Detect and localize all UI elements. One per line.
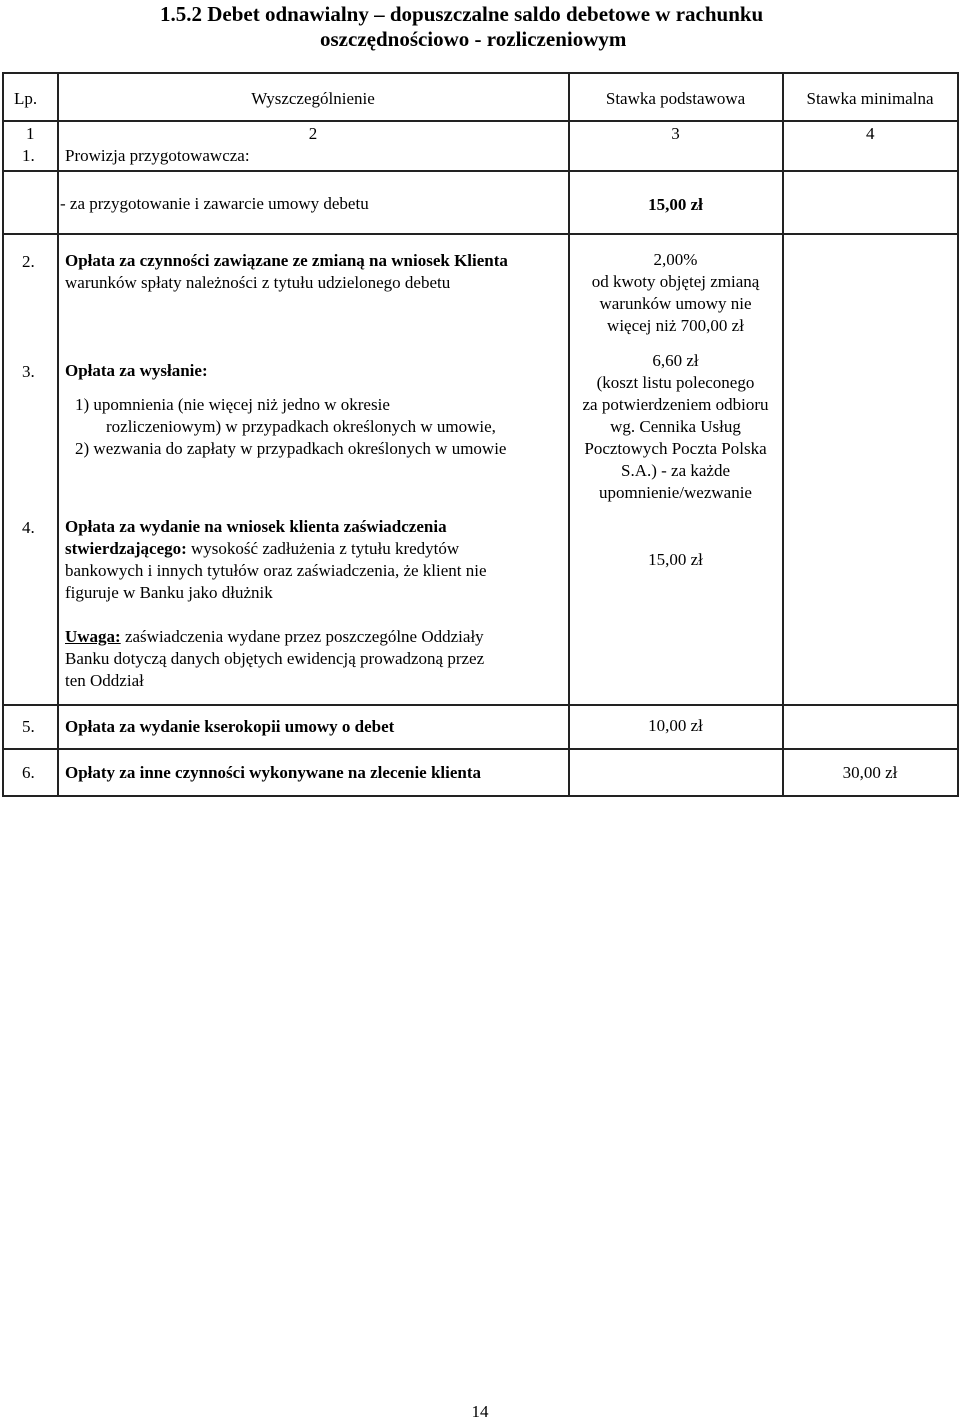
row-5-title: Opłata za wydanie kserokopii umowy o debet: [65, 717, 395, 736]
row-4-note-line-3: ten Oddział: [65, 671, 144, 690]
row-4-title-line-1: Opłata za wydanie na wniosek klienta zaświadczenia: [65, 517, 447, 536]
row-1-base-rate: 15,00 zł: [648, 195, 703, 214]
row-4-note-line-2: Banku dotyczą danych objętych ewidencją prowadzoną przez: [65, 649, 485, 668]
row-4-title-bold: stwierdzającego:: [65, 539, 187, 558]
row-4-note-label: Uwaga:: [65, 627, 121, 646]
row-2-rate-line-3: warunków umowy nie: [599, 294, 752, 313]
row-3-rate-line-5: Pocztowych Poczta Polska: [584, 439, 767, 458]
header-min-rate: Stawka minimalna: [806, 89, 934, 108]
header-description: Wyszczególnienie: [251, 89, 375, 108]
row-1-title: Prowizja przygotowawcza:: [65, 146, 250, 165]
row-3-rate-line-7: upomnienie/wezwanie: [599, 483, 752, 502]
col-number-4: 4: [866, 124, 875, 143]
row-4-title-rest: wysokość zadłużenia z tytułu kredytów: [186, 539, 460, 558]
row-3-item-1-line-2: rozliczeniowym) w przypadkach określonych w umowie,: [106, 417, 496, 436]
header-lp: Lp.: [14, 89, 38, 108]
fee-table: [0, 72, 960, 797]
row-4-base-rate: 15,00 zł: [648, 550, 703, 569]
col-number-1: 1: [26, 124, 35, 143]
header-base-rate: Stawka podstawowa: [605, 89, 746, 108]
row-3-rate-line-6: S.A.) - za każde: [620, 461, 731, 480]
row-3-number: 3.: [22, 362, 35, 381]
row-1-number: 1.: [22, 146, 35, 165]
row-2-title-line-1: Opłata za czynności zawiązane ze zmianą na wniosek Klienta: [65, 251, 508, 270]
row-2-rate-line-2: od kwoty objętej zmianą: [591, 272, 760, 291]
row-2-rate-line-4: więcej niż 700,00 zł: [607, 316, 744, 335]
row-3-rate-line-3: za potwierdzeniem odbioru: [582, 395, 769, 414]
row-3-title: Opłata za wysłanie:: [65, 361, 208, 380]
row-3-rate-line-2: (koszt listu poleconego: [596, 373, 755, 392]
row-2-number: 2.: [22, 252, 35, 271]
row-2-rate-line-1: 2,00%: [653, 250, 698, 269]
page-number: 14: [471, 1402, 489, 1421]
row-6-min-rate: 30,00 zł: [842, 763, 898, 782]
row-1-subitem: - za przygotowanie i zawarcie umowy debetu: [60, 194, 369, 213]
row-3-item-1-line-1: 1) upomnienia (nie więcej niż jedno w okresie: [75, 395, 390, 414]
row-5-number: 5.: [22, 717, 35, 736]
row-6-title: Opłaty za inne czynności wykonywane na zlecenie klienta: [65, 763, 482, 782]
col-number-3: 3: [671, 124, 680, 143]
row-4-note-line-1: [65, 626, 484, 648]
row-2-title-line-2: warunków spłaty należności z tytułu udzielonego debetu: [65, 273, 451, 292]
row-3-rate-line-4: wg. Cennika Usług: [610, 417, 741, 436]
row-4-number: 4.: [22, 518, 35, 537]
row-6-number: 6.: [22, 763, 35, 782]
title-line-2: oszczędnościowo - rozliczeniowym: [320, 27, 627, 51]
row-4-note-rest: zaświadczenia wydane przez poszczególne Oddziały: [120, 627, 484, 646]
row-3-rate-line-1: 6,60 zł: [652, 351, 699, 370]
row-4-title-line-4: figuruje w Banku jako dłużnik: [65, 583, 273, 602]
row-4-title-line-3: bankowych i innych tytułów oraz zaświadczenia, że klient nie: [65, 561, 487, 580]
col-number-2: 2: [308, 124, 318, 143]
row-4-title-line-2: [65, 538, 459, 560]
row-5-base-rate: 10,00 zł: [648, 716, 703, 735]
row-3-item-2: 2) wezwania do zapłaty w przypadkach określonych w umowie: [75, 439, 507, 458]
title-line-1: 1.5.2 Debet odnawialny – dopuszczalne saldo debetowe w rachunku: [160, 2, 764, 26]
